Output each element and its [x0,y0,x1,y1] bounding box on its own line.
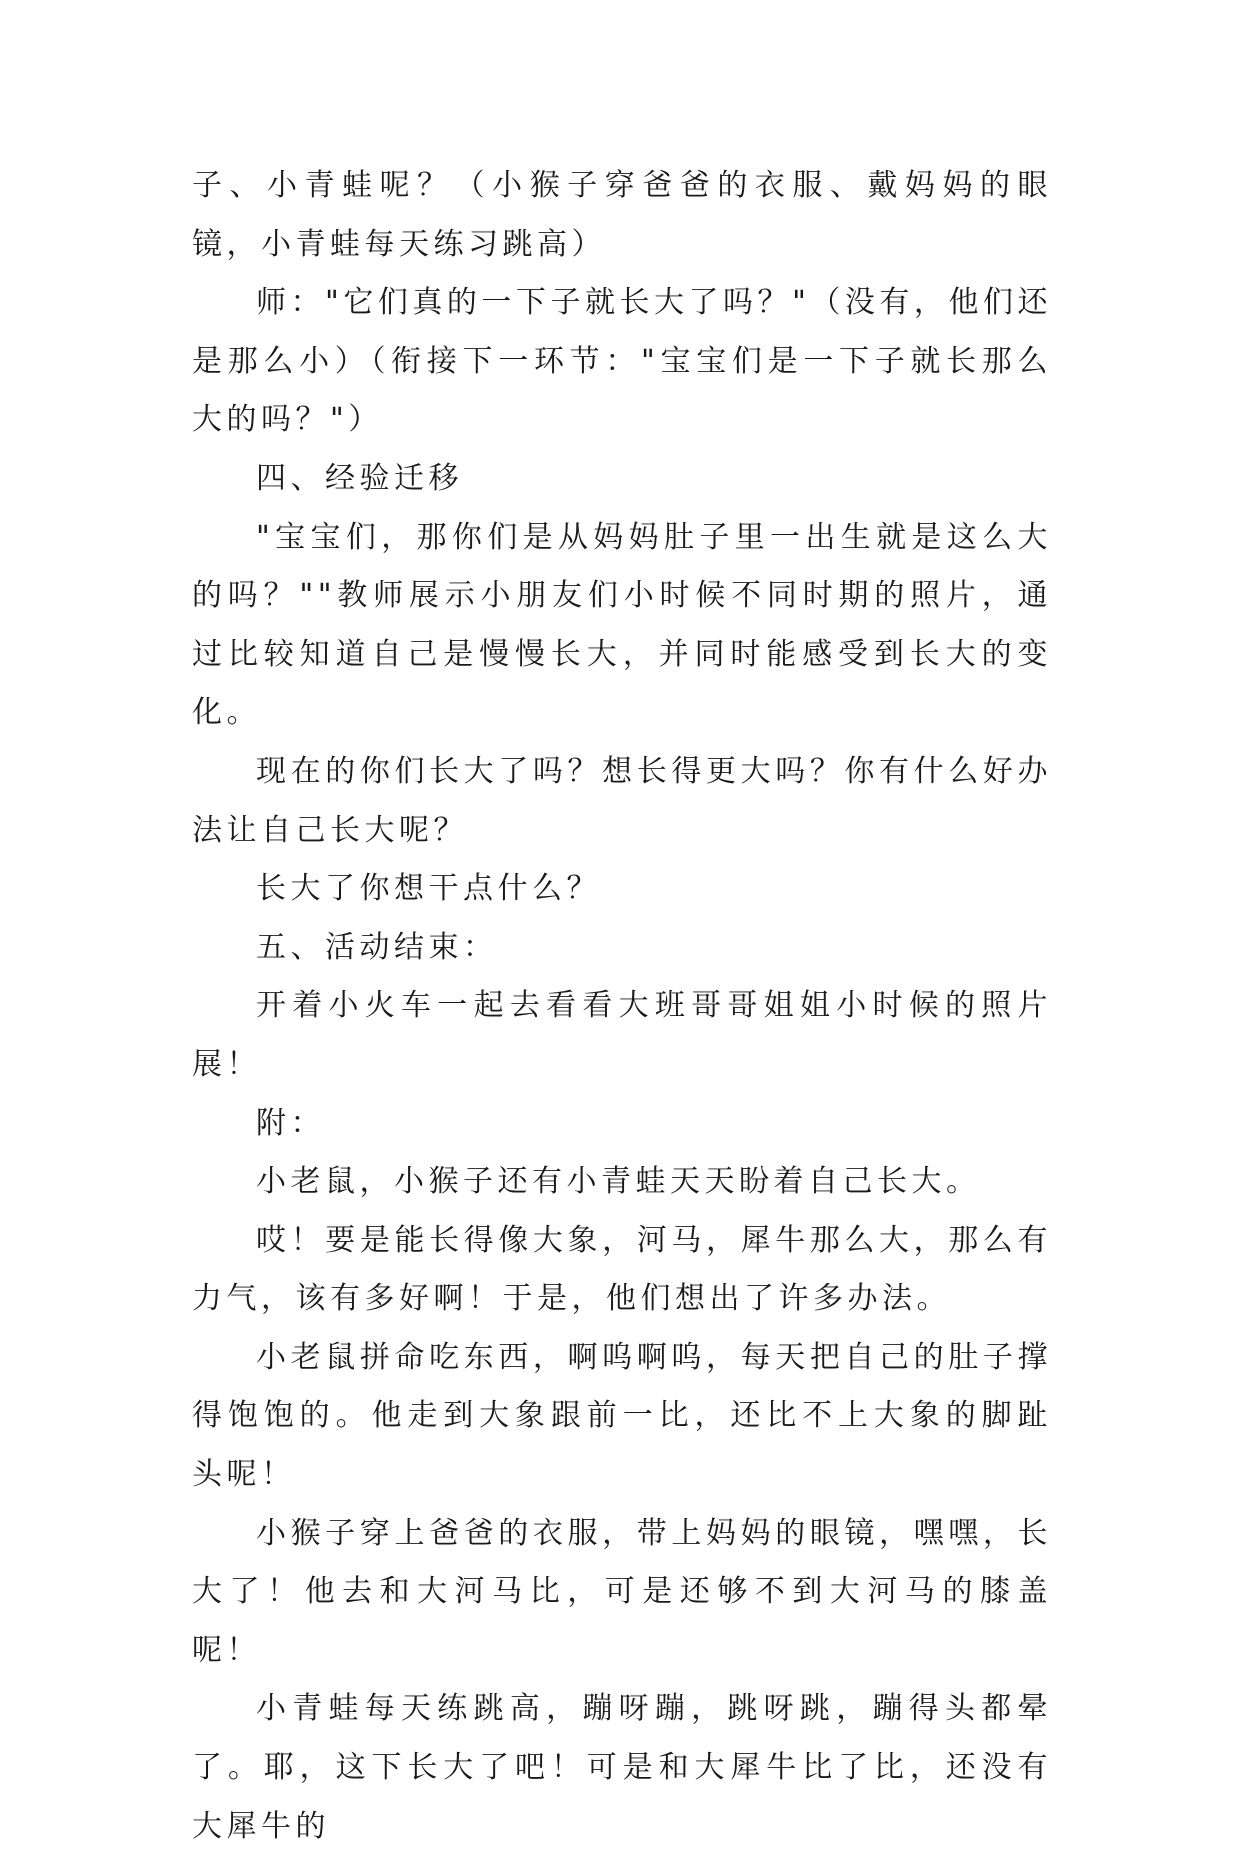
section-heading-5: 五、活动结束： [256,929,498,965]
document-body [192,157,1052,1856]
appendix-label: 附： [256,1105,325,1141]
paragraph-1: 子、小青蛙呢？（小猴子穿爸爸的衣服、戴妈妈的眼镜，小青蛙每天练习跳高） [192,168,1052,262]
section-heading-4: 四、经验迁移 [256,460,463,496]
paragraph-2: 师："它们真的一下子就长大了吗？"（没有，他们还是那么小）（衔接下一环节："宝宝们是一下子就长那么大的吗？"） [192,285,1052,438]
story-paragraph-4: 小猴子穿上爸爸的衣服，带上妈妈的眼镜，嘿嘿，长大了！他去和大河马比，可是还够不到大河马的膝盖呢！ [192,1515,1052,1668]
story-paragraph-3: 小老鼠拼命吃东西，啊呜啊呜，每天把自己的肚子撑得饱饱的。他走到大象跟前一比，还比不上大象的脚趾头呢！ [192,1339,1052,1493]
story-paragraph-1: 小老鼠，小猴子还有小青蛙天天盼着自己长大。 [256,1164,981,1200]
paragraph-5: 长大了你想干点什么？ [256,871,601,907]
paragraph-4: 现在的你们长大了吗？想长得更大吗？你有什么好办法让自己长大呢？ [192,753,1052,848]
paragraph-6: 开着小火车一起去看看大班哥哥姐姐小时候的照片展！ [192,988,1052,1082]
paragraph-3: "宝宝们，那你们是从妈妈肚子里一出生就是这么大的吗？""教师展示小朋友们小时候不同时期的照片，通过比较知道自己是慢慢长大，并同时能感受到长大的变化。 [192,519,1052,731]
story-paragraph-5: 小青蛙每天练跳高，蹦呀蹦，跳呀跳，蹦得头都晕了。耶，这下长大了吧！可是和大犀牛比了比，还没有大犀牛的 [192,1691,1052,1844]
story-paragraph-2: 哎！要是能长得像大象，河马，犀牛那么大，那么有力气，该有多好啊！于是，他们想出了许多办法。 [192,1222,1052,1317]
